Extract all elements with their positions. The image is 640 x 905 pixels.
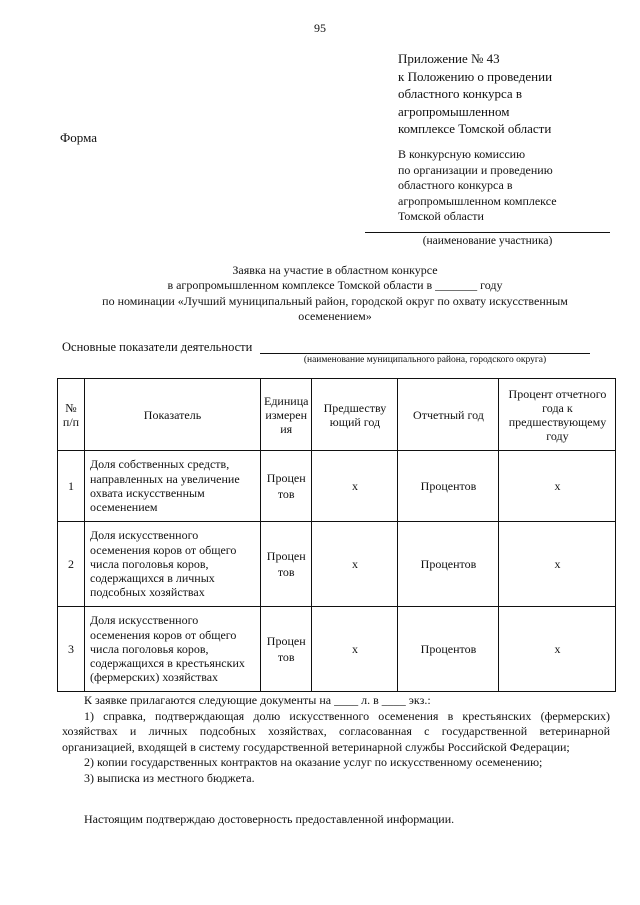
- row-unit-text: Процен тов: [266, 549, 306, 579]
- document-item: 3) выписка из местного бюджета.: [84, 770, 255, 785]
- appendix-line: к Положению о проведении: [398, 68, 553, 84]
- table-row: [58, 522, 616, 607]
- attached-documents: [62, 693, 610, 786]
- row-unit: [261, 607, 312, 692]
- table-row: [58, 451, 616, 522]
- appendix-line: областного конкурса в: [398, 86, 523, 101]
- documents-intro: К заявке прилагаются следующие документы на ____ л. в ____ экз.:: [84, 693, 431, 707]
- row-percent[interactable]: х: [499, 451, 616, 522]
- header-percent: [499, 379, 616, 451]
- application-title-line: в агропромышленном комплексе Томской области в _______ году: [167, 278, 503, 293]
- addressee-line: по организации и проведению: [398, 162, 553, 177]
- row-previous-year[interactable]: х: [312, 522, 398, 607]
- document-item: 1) справка, подтверждающая долю искусственного осеменения в крестьянских (фермерских) хозяйствах и личных подсобных хозяйствах, согласованная с государственной ветеринарной организацией, входящей в систему государственной ветеринарной службы Российской Федерации;: [62, 708, 610, 754]
- row-number: 3: [58, 607, 85, 692]
- addressee-line: областного конкурса в: [398, 178, 513, 192]
- header-indicator: [85, 379, 261, 451]
- row-indicator: [85, 607, 261, 692]
- row-unit-text: Процен тов: [266, 634, 306, 664]
- row-number: 2: [58, 522, 85, 607]
- row-percent[interactable]: х: [499, 522, 616, 607]
- header-reporting-year: [398, 379, 499, 451]
- row-percent[interactable]: х: [499, 607, 616, 692]
- row-reporting-year[interactable]: Процентов: [398, 451, 499, 522]
- confirmation-text: Настоящим подтверждаю достоверность предоставленной информации.: [84, 812, 455, 826]
- application-title-line: осеменением»: [298, 308, 372, 323]
- header-number: [58, 379, 85, 451]
- row-indicator: [85, 451, 261, 522]
- appendix-line: агропромышленном: [398, 103, 510, 119]
- appendix-block: [398, 50, 628, 138]
- header-percent-text: Процент отчетного года к предшествующему году: [508, 386, 607, 443]
- application-title-line: Заявка на участие в областном конкурсе: [232, 263, 438, 277]
- indicators-table: [57, 378, 616, 692]
- appendix-line: комплексе Томской области: [398, 121, 552, 136]
- row-indicator-text: Доля собственных средств, направленных на увеличение охвата искусственным осеменением: [90, 457, 240, 515]
- row-unit-text: Процен тов: [266, 471, 306, 501]
- header-unit-text: Единица измерен ия: [264, 393, 309, 436]
- participant-name-line[interactable]: [365, 232, 610, 233]
- row-reporting-year[interactable]: Процентов: [398, 607, 499, 692]
- table-row: [58, 607, 616, 692]
- page-number: 95: [314, 21, 326, 35]
- row-previous-year[interactable]: х: [312, 451, 398, 522]
- header-reporting-year-text: Отчетный год: [413, 407, 484, 422]
- row-number: 1: [58, 451, 85, 522]
- row-unit: [261, 522, 312, 607]
- addressee-line: Томской области: [398, 209, 484, 223]
- appendix-line: Приложение № 43: [398, 51, 500, 66]
- municipality-name-line[interactable]: [260, 353, 590, 354]
- row-indicator-text: Доля искусственного осеменения коров от общего числа поголовья коров, содержащихся в личных подсобных хозяйствах: [90, 528, 237, 600]
- municipality-hint: (наименование муниципального района, городского округа): [303, 355, 547, 365]
- table-header-row: [58, 379, 616, 451]
- row-previous-year[interactable]: х: [312, 607, 398, 692]
- indicators-label: Основные показатели деятельности: [62, 340, 253, 354]
- header-indicator-text: Показатель: [143, 407, 202, 422]
- header-previous-year: [312, 379, 398, 451]
- row-unit: [261, 451, 312, 522]
- header-number-text: № п/п: [62, 400, 80, 429]
- row-indicator-text: Доля искусственного осеменения коров от общего числа поголовья коров, содержащихся в крестьянских (фермерских) хозяйствах: [90, 613, 245, 685]
- document-item: 2) копии государственных контрактов на оказание услуг по искусственному осеменению;: [84, 755, 543, 769]
- addressee-line: В конкурсную комиссию: [398, 147, 526, 161]
- header-previous-year-text: Предшеству ющий год: [323, 400, 387, 429]
- form-label: Форма: [60, 130, 97, 145]
- addressee-line: агропромышленном комплексе: [398, 193, 557, 208]
- application-title: [60, 263, 610, 324]
- header-unit: [261, 379, 312, 451]
- row-reporting-year[interactable]: Процентов: [398, 522, 499, 607]
- addressee-block: [398, 147, 628, 225]
- participant-hint: (наименование участника): [422, 235, 553, 247]
- application-title-line: по номинации «Лучший муниципальный район, городской округ по охвату искусственным: [102, 293, 568, 308]
- row-indicator: [85, 522, 261, 607]
